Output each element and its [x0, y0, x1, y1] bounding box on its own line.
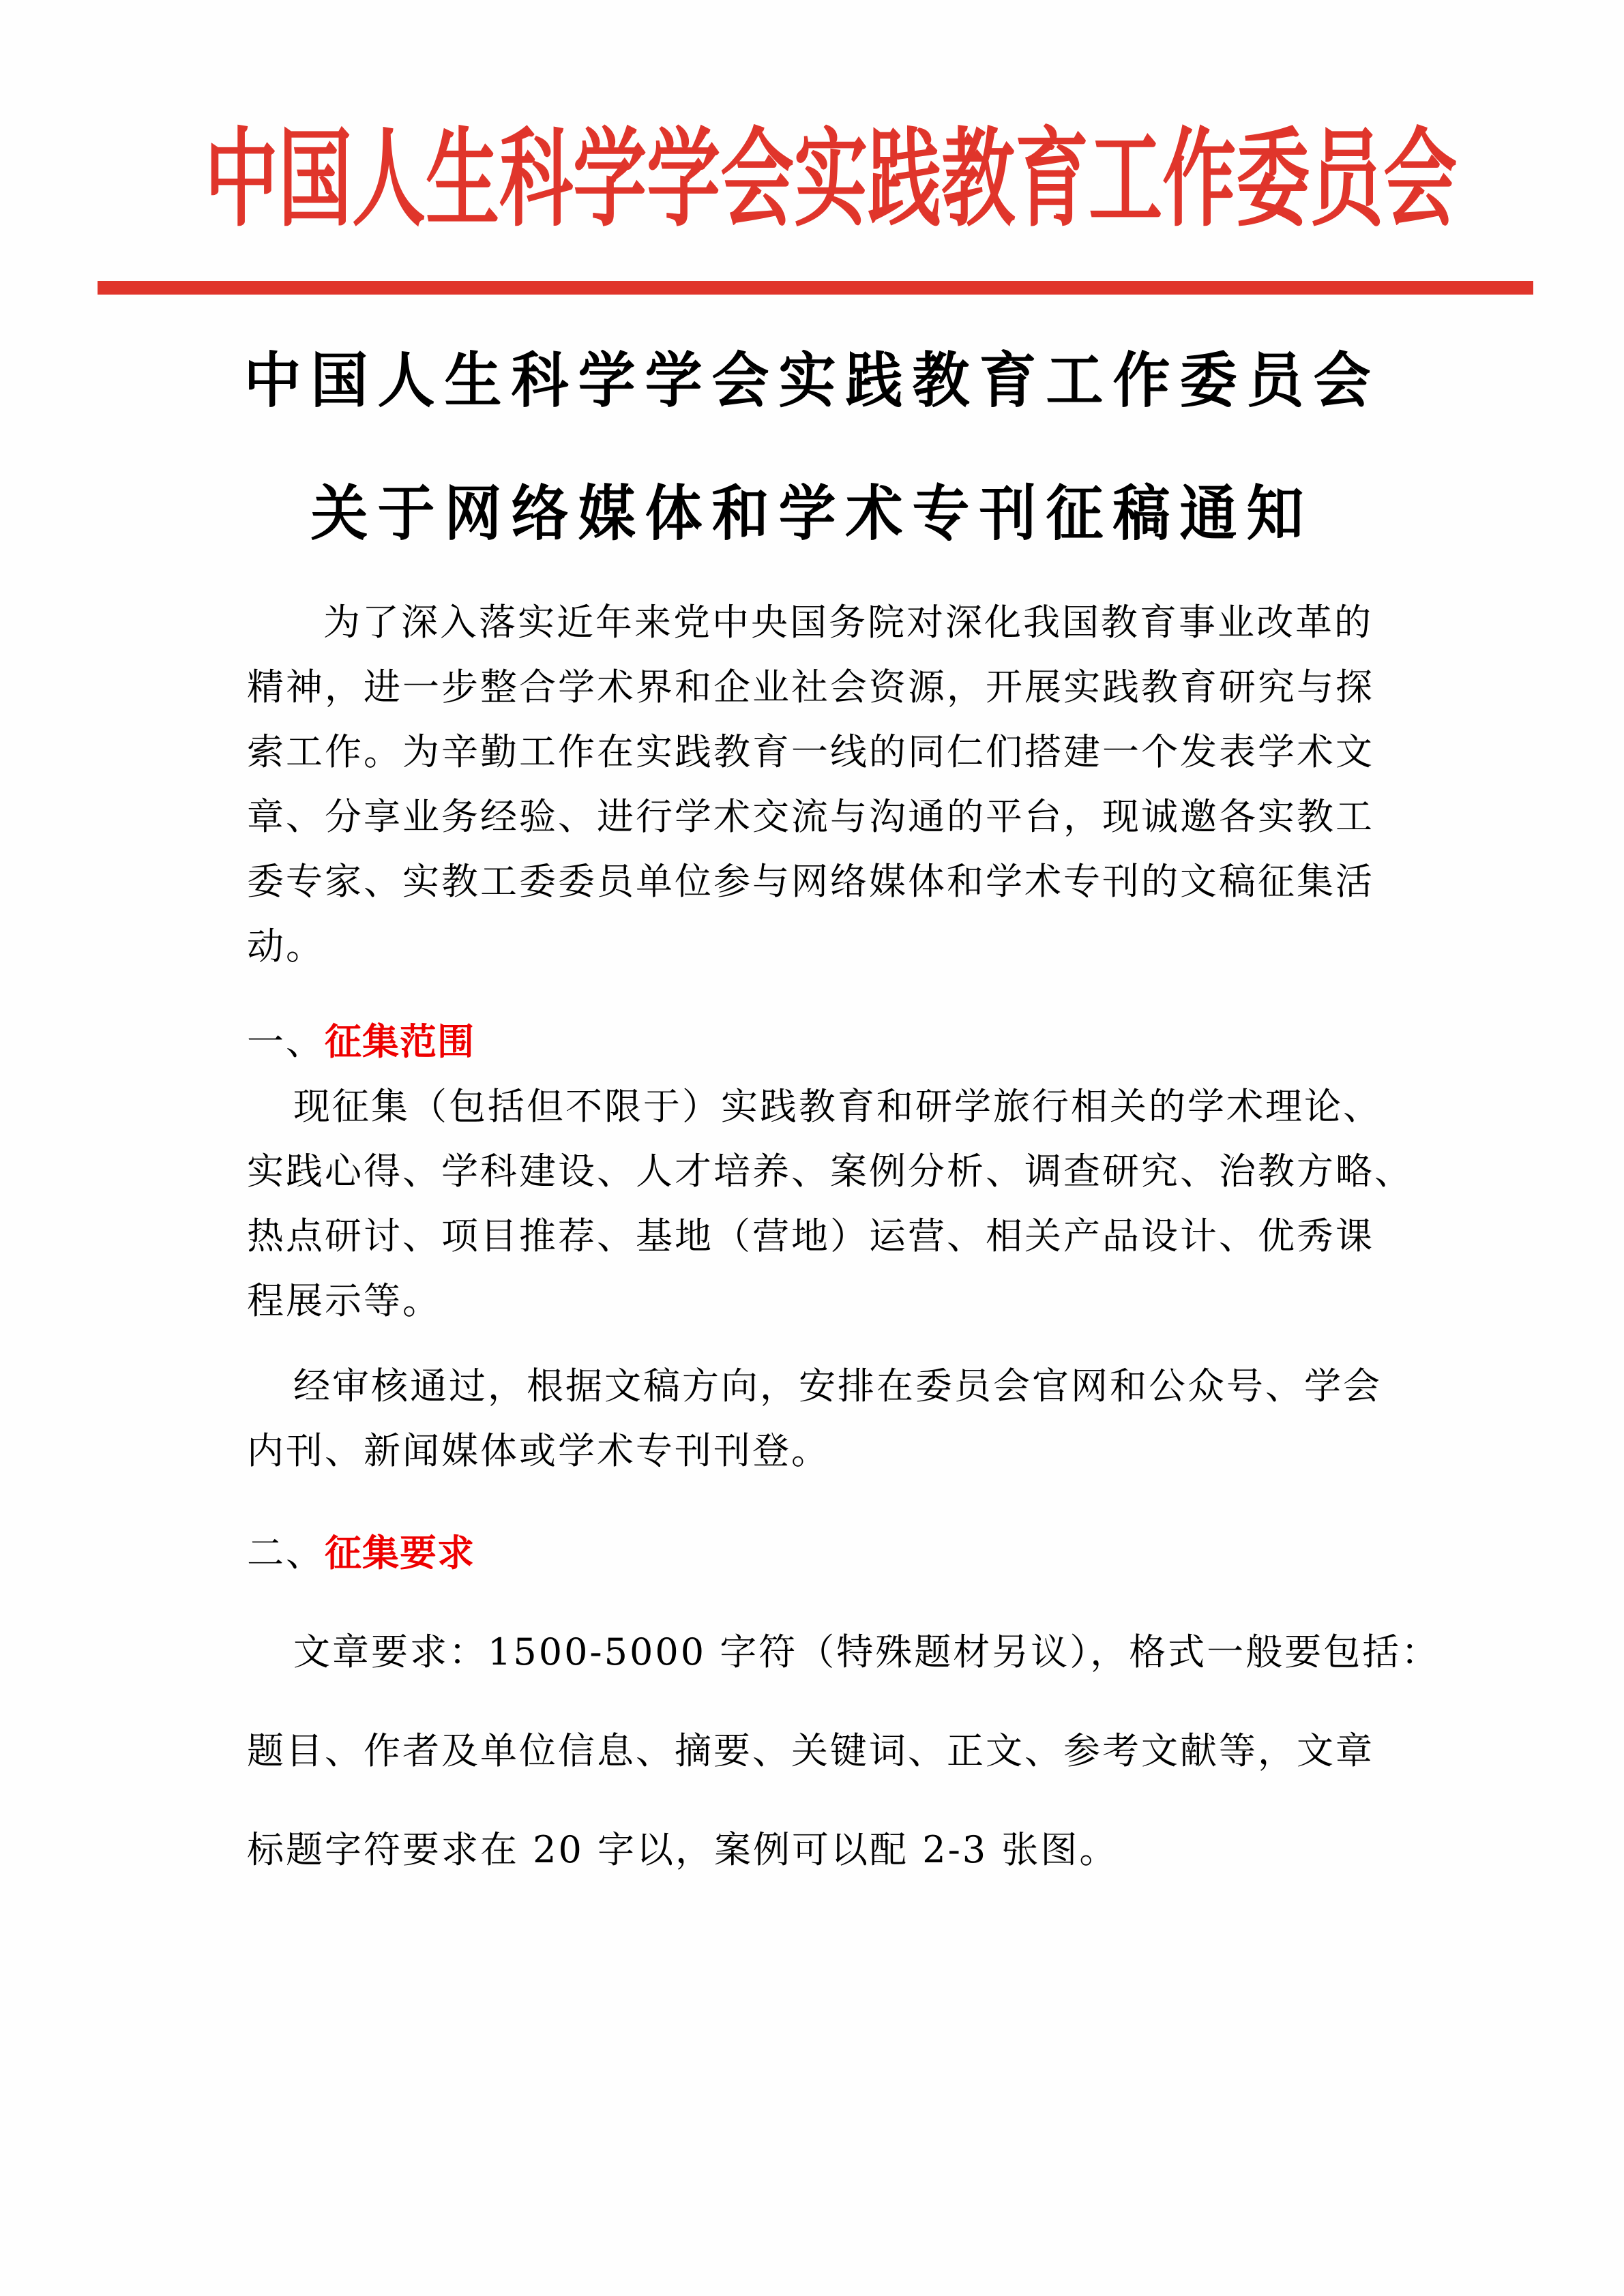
letterhead-char: 委: [1236, 117, 1310, 242]
letterhead-char: 人: [352, 117, 426, 242]
intro-line: 委专家、实教工委委员单位参与网络媒体和学术专刊的文稿征集活: [247, 860, 1374, 903]
intro-line: 动。: [247, 925, 325, 968]
section-line: 标题字符要求在 20 字以，案例可以配 2-3 张图。: [247, 1828, 1119, 1871]
letterhead-char: 教: [941, 117, 1016, 242]
section-line: 程展示等。: [247, 1279, 441, 1322]
section-number: 一、: [247, 1020, 325, 1063]
letterhead-char: 中: [205, 117, 279, 242]
letterhead-char: 作: [1162, 117, 1237, 242]
section-heading-requirements: [247, 1531, 475, 1576]
section-line: 热点研讨、项目推荐、基地（营地）运营、相关产品设计、优秀课: [247, 1214, 1374, 1257]
intro-line: 为了深入落实近年来党中央国务院对深化我国教育事业改革的: [323, 601, 1373, 644]
letterhead-char: 生: [426, 117, 500, 242]
section-heading-scope: [247, 1019, 475, 1064]
section-line: 现征集（包括但不限于）实践教育和研学旅行相关的学术理论、: [293, 1085, 1382, 1128]
letterhead-rule: [98, 281, 1533, 295]
section-line: 经审核通过，根据文稿方向，安排在委员会官网和公众号、学会: [293, 1365, 1382, 1407]
section-line: 实践心得、学科建设、人才培养、案例分析、调查研究、治教方略、: [247, 1150, 1413, 1193]
document-title-line-1: 中国人生科学学会实践教育工作委员会: [243, 344, 1381, 416]
section-line: 文章要求：1500-5000 字符（特殊题材另议），格式一般要包括：: [293, 1630, 1441, 1673]
letterhead-banner: [205, 117, 1458, 242]
section-line: 内刊、新闻媒体或学术专刊刊登。: [247, 1429, 830, 1472]
letterhead-char: 国: [278, 117, 353, 242]
letterhead-char: 员: [1310, 117, 1384, 242]
letterhead-char: 践: [868, 117, 942, 242]
document-title-line-2: 关于网络媒体和学术专刊征稿通知: [310, 477, 1314, 549]
section-number: 二、: [247, 1532, 325, 1575]
letterhead-char: 工: [1089, 117, 1163, 242]
letterhead-char: 育: [1015, 117, 1089, 242]
letterhead-char: 科: [499, 117, 574, 242]
letterhead-char: 学: [573, 117, 647, 242]
intro-line: 章、分享业务经验、进行学术交流与沟通的平台，现诚邀各实教工: [247, 795, 1374, 838]
letterhead-char: 会: [720, 117, 795, 242]
section-title: 征集范围: [325, 1020, 475, 1063]
letterhead-char: 学: [647, 117, 721, 242]
letterhead-char: 会: [1383, 117, 1458, 242]
intro-line: 精神，进一步整合学术界和企业社会资源，开展实践教育研究与探: [247, 666, 1374, 709]
section-title: 征集要求: [325, 1532, 475, 1575]
letterhead-char: 实: [794, 117, 868, 242]
section-line: 题目、作者及单位信息、摘要、关键词、正文、参考文献等，文章: [247, 1729, 1374, 1772]
intro-line: 索工作。为辛勤工作在实践教育一线的同仁们搭建一个发表学术文: [247, 730, 1374, 773]
